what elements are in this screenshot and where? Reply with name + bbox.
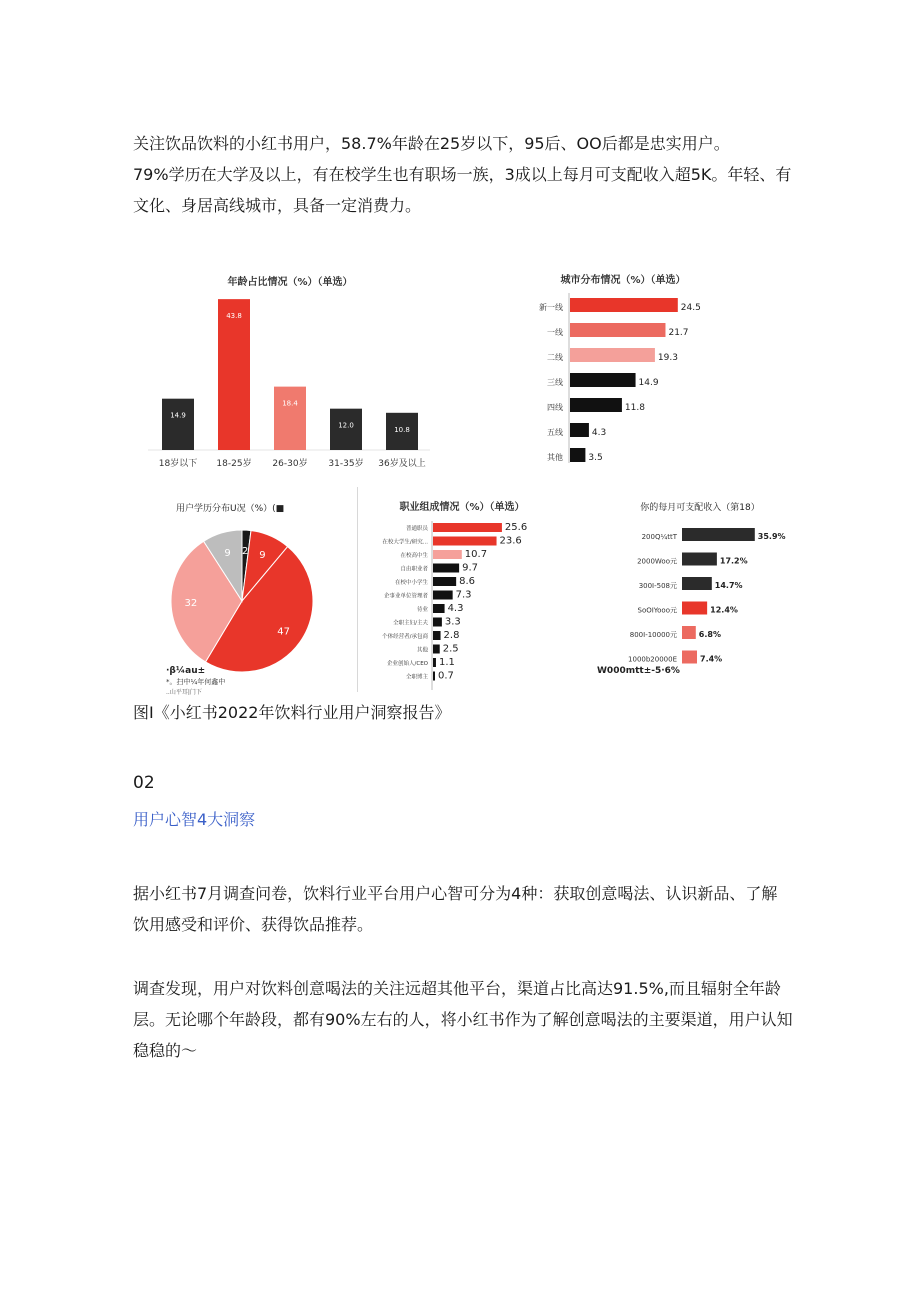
chart-divider <box>357 487 358 692</box>
occupation-tick-label: 全职博主 <box>405 674 428 681</box>
occupation-bar-value: 25.6 <box>504 522 528 533</box>
intro-line-2: 79%学历在大学及以上，有在校学生也有职场一族，3成以上每月可支配收入超5K。年轻、有文化、身居高线城市，具备一定消费力。 <box>133 165 792 215</box>
city-bar <box>570 298 678 312</box>
city-tick-label: 四线 <box>547 403 563 412</box>
occupation-bar-value: 10.7 <box>464 549 488 560</box>
occupation-bar-value: 0.7 <box>438 670 454 682</box>
occupation-bar <box>433 550 462 559</box>
occupation-tick-label: 在校高中生 <box>400 553 428 559</box>
occupation-bar <box>433 618 442 627</box>
income-tick-label: 200Q¼ttT <box>641 533 677 541</box>
section-title: 用户心智4大洞察 <box>133 810 256 829</box>
occupation-bar-value: 23.6 <box>499 535 522 547</box>
age-tick-label: 26-30岁 <box>272 459 308 469</box>
occupation-tick-label: 自由职业者 <box>400 566 428 573</box>
occupation-bar <box>433 604 445 613</box>
occupation-tick-label: 企事业单位管理者 <box>383 593 428 600</box>
education-legend-1: ·β¼au± <box>166 666 206 676</box>
income-bar <box>682 577 712 590</box>
occupation-bar-value: 8.6 <box>459 576 476 587</box>
income-bar-value: 7.4% <box>700 654 723 664</box>
city-chart-title: 城市分布情况（%）（单选） <box>560 275 686 286</box>
city-bar <box>570 448 585 462</box>
city-bar-value: 11.8 <box>624 403 645 413</box>
age-tick-label: 18岁以下 <box>158 459 198 469</box>
age-chart-title: 年龄占比情况（%）（单选） <box>227 277 353 288</box>
occupation-tick-label: 其他 <box>416 647 428 654</box>
city-bar <box>570 373 636 387</box>
body-paragraph-1: 据小红书7月调查问卷，饮料行业平台用户心智可分为4种：获取创意喝法、认识新品、了解饮用感受和评价、获得饮品推荐。 <box>133 884 778 934</box>
age-bar-value: 14.9 <box>170 411 186 420</box>
income-chart-title: 你的每月可支配收入（第18） <box>640 503 760 513</box>
income-bar <box>682 651 697 664</box>
occupation-bar <box>433 672 435 681</box>
section-number: 02 <box>133 773 155 793</box>
occupation-bar <box>433 658 436 667</box>
income-bar <box>682 602 707 615</box>
education-slice-label: 9 <box>259 550 266 562</box>
education-chart-title: 用户学历分布U况（%）(■ <box>176 504 285 514</box>
figure-caption: 图I《小红书2022年饮料行业用户洞察报告》 <box>133 703 451 722</box>
age-tick-label: 31-35岁 <box>328 459 364 469</box>
occupation-bar-value: 2.8 <box>443 630 460 641</box>
income-bar <box>682 626 696 639</box>
occupation-tick-label: 在校中小学生 <box>394 580 428 586</box>
age-bar-value: 18.4 <box>282 399 298 408</box>
education-legend-3: ..山平耳|门下 <box>166 689 202 695</box>
occupation-bar <box>433 645 440 654</box>
occupation-bar <box>433 537 497 546</box>
income-bar-value: 14.7% <box>714 581 743 590</box>
age-bar-value: 43.8 <box>226 312 242 321</box>
occupation-bar-value: 4.3 <box>447 603 464 614</box>
occupation-tick-label: 在校大学生/研究... <box>382 539 428 546</box>
age-chart <box>140 265 440 480</box>
income-bar-value: 17.2% <box>719 556 748 566</box>
city-chart <box>525 265 725 465</box>
city-tick-label: 其他 <box>547 453 563 462</box>
occupation-tick-label: 普通职员 <box>405 526 428 532</box>
occupation-chart <box>360 492 550 692</box>
city-bar <box>570 348 655 362</box>
income-bar <box>682 528 755 541</box>
occupation-chart-title: 职业组成情况（%）（单选） <box>399 502 525 513</box>
city-bar <box>570 398 622 412</box>
income-bar-value: 6.8% <box>698 630 721 639</box>
city-bar-value: 3.5 <box>588 453 603 463</box>
occupation-bar <box>433 631 441 640</box>
city-tick-label: 二线 <box>547 353 563 362</box>
city-bar-value: 4.3 <box>591 428 607 438</box>
occupation-bar-value: 9.7 <box>462 562 479 574</box>
occupation-tick-label: 待业 <box>416 607 428 613</box>
city-tick-label: 新一线 <box>539 303 563 312</box>
city-tick-label: 三线 <box>547 378 563 387</box>
occupation-tick-label: 个体经营者/承包商 <box>382 634 428 640</box>
income-footnote: W000mtt±-5·6% <box>597 666 680 676</box>
income-tick-label: 300I-508元 <box>638 582 677 590</box>
intro-line-1: 关注饮品饮料的小红书用户，58.7%年龄在25岁以下，95后、OO后都是忠实用户。 <box>133 134 730 153</box>
occupation-tick-label: 企业创始人/CEO <box>387 661 428 667</box>
city-bar-value: 14.9 <box>638 378 659 388</box>
occupation-bar-value: 2.5 <box>442 643 459 655</box>
income-chart <box>575 492 805 682</box>
income-tick-label: 800I-10000元 <box>629 631 677 639</box>
education-slice-label: 2 <box>242 545 249 557</box>
city-bar-value: 19.3 <box>657 353 678 363</box>
occupation-bar <box>433 591 453 600</box>
education-slice-label: 32 <box>184 597 198 609</box>
income-tick-label: 1000b20000E <box>628 655 677 664</box>
city-bar-value: 24.5 <box>680 303 701 313</box>
education-legend-2: *。扫中¼年何鑫中 <box>166 678 226 686</box>
occupation-bar-value: 3.3 <box>444 616 461 628</box>
income-bar <box>682 553 717 566</box>
income-tick-label: SoOIYooo元 <box>637 606 677 615</box>
age-tick-label: 18-25岁 <box>216 459 252 469</box>
income-bar-value: 35.9% <box>757 532 786 541</box>
city-bar <box>570 423 589 437</box>
age-bar-value: 10.8 <box>394 425 410 434</box>
age-bar <box>162 399 194 450</box>
occupation-bar <box>433 564 459 573</box>
education-pie-chart <box>160 495 355 695</box>
city-bar-value: 21.7 <box>668 328 689 338</box>
city-tick-label: 五线 <box>547 428 563 437</box>
city-tick-label: 一线 <box>547 328 563 337</box>
city-bar <box>570 323 665 337</box>
education-slice-label: 47 <box>277 626 291 638</box>
education-slice-label: 9 <box>224 547 231 559</box>
income-tick-label: 2000Woo元 <box>637 557 677 566</box>
occupation-bar-value: 7.3 <box>455 589 472 601</box>
age-bar <box>274 387 306 450</box>
age-tick-label: 36岁及以上 <box>378 459 426 469</box>
occupation-bar <box>433 523 502 532</box>
income-bar-value: 12.4% <box>710 605 738 615</box>
occupation-tick-label: 全职主妇/主夫 <box>393 620 428 627</box>
body-paragraph-2: 调查发现，用户对饮料创意喝法的关注远超其他平台，渠道占比高达91.5%,而且辐射全年龄层。无论哪个年龄段，都有90%左右的人，将小红书作为了解创意喝法的主要渠道，用户认知稳稳的〜 <box>133 979 793 1060</box>
age-bar <box>218 299 250 450</box>
age-bar-value: 12.0 <box>338 421 354 430</box>
occupation-bar <box>433 577 456 586</box>
occupation-bar-value: 1.1 <box>438 657 455 668</box>
